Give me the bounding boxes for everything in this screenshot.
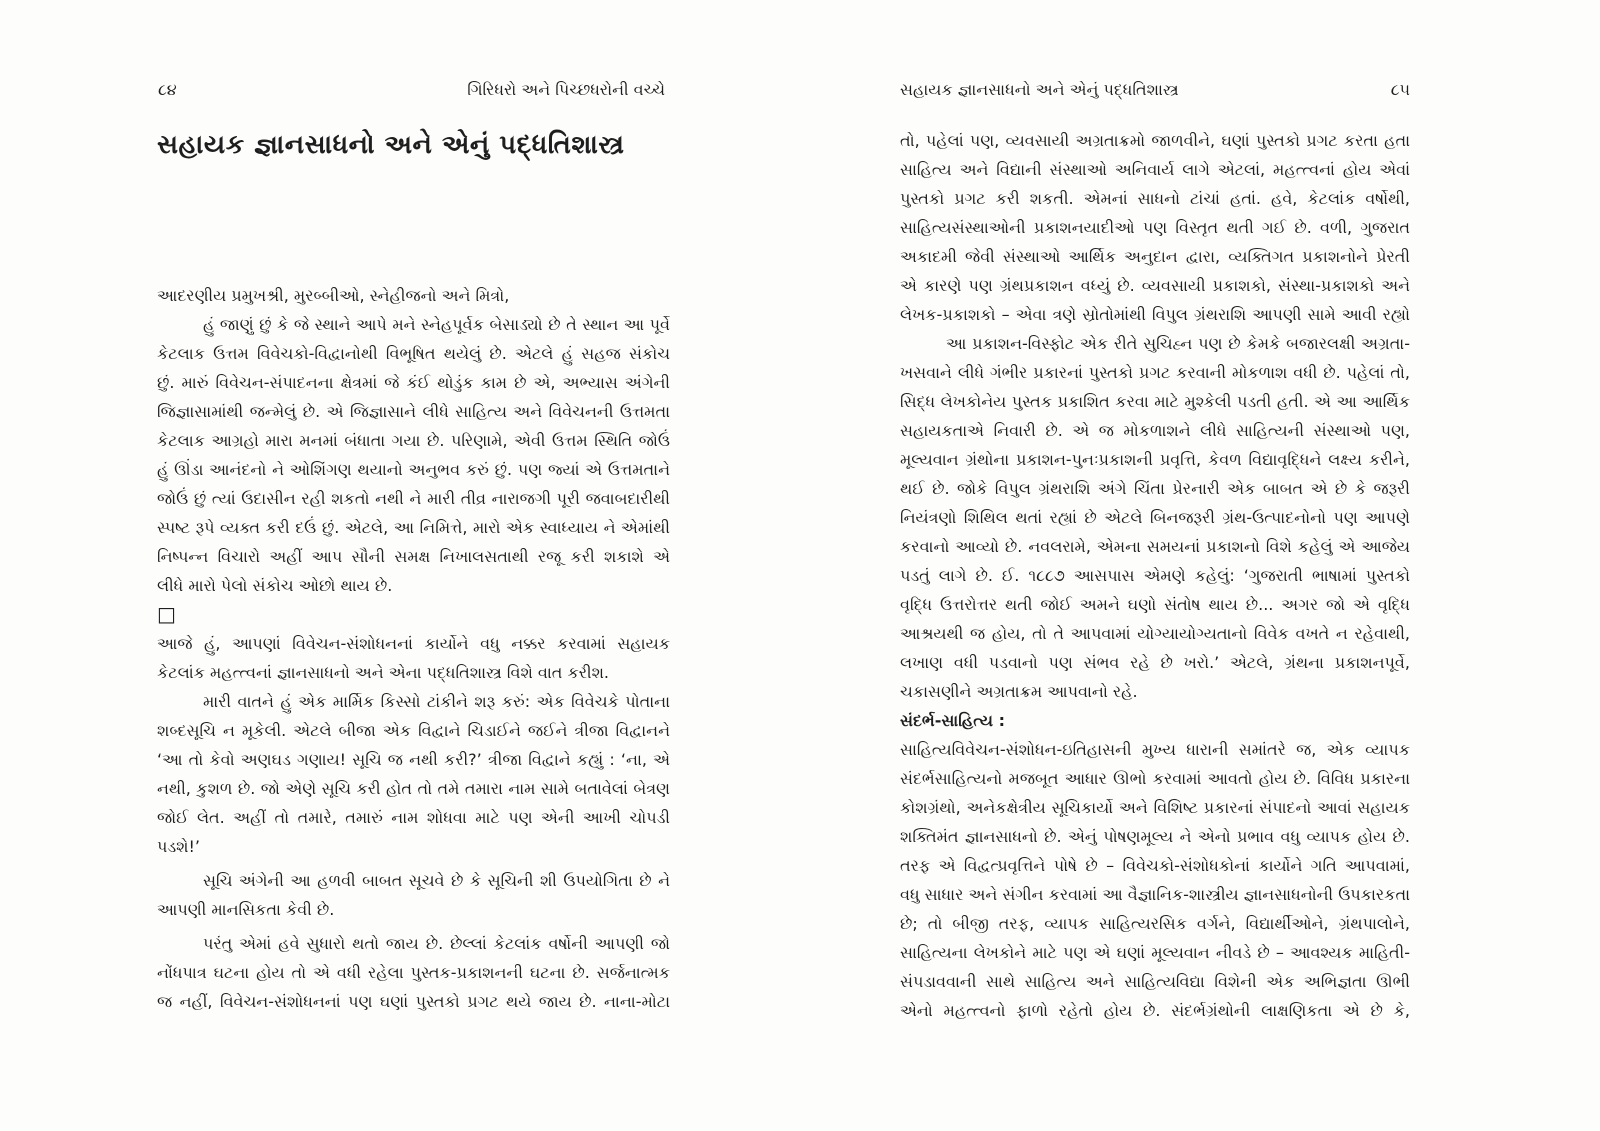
body-line: હું ઊંડા આનંદનો ને ઓશિંગણ થયાનો અનુભવ કરું છું. પણ જ્યાં એ ઉત્તમતાને bbox=[157, 460, 670, 479]
body-line: લેખક-પ્રકાશકો – એવા ત્રણે સ્રોતોમાંથી વિપુલ ગ્રંથરાશિ આપણી સામે આવી રહ્યો bbox=[900, 305, 1410, 324]
section-subheading: સંદર્ભ-સાહિત્ય : bbox=[900, 711, 1005, 730]
body-line: છે; તો બીજી તરફ, વ્યાપક સાહિત્યરસિક વર્ગને, વિદ્યાર્થીઓને, ગ્રંથપાલોને, bbox=[900, 914, 1410, 933]
body-line: આ પ્રકાશન-વિસ્ફોટ એક રીતે સુચિહ્ન પણ છે કેમકે બજારલક્ષી અગ્રતા- bbox=[946, 334, 1410, 353]
body-line: જ નહીં, વિવેચન-સંશોધનનાં પણ ઘણાં પુસ્તકો પ્રગટ થયે જાય છે. નાના-મોટા bbox=[157, 992, 670, 1011]
running-head: ગિરિધરો અને પિચ્છધરોની વચ્ચે bbox=[467, 80, 665, 99]
body-line: કેટલાક ઉત્તમ વિવેચકો-વિદ્વાનોથી વિભૂષિત થયેલું છે. એટલે હું સહજ સંકોચ bbox=[157, 344, 670, 363]
body-line: પુસ્તકો પ્રગટ કરી શકતી. એમનાં સાધનો ટાંચાં હતાં. હવે, કેટલાંક વર્ષોથી, bbox=[900, 189, 1410, 208]
body-line: નિયંત્રણો શિથિલ થતાં રહ્યાં છે એટલે બિનજરૂરી ગ્રંથ-ઉત્પાદનોનો પણ આપણે bbox=[900, 508, 1410, 527]
body-line: વૃદ્ધિ ઉત્તરોત્તર થતી જોઈ અમને ઘણો સંતોષ થાય છે... અગર જો એ વૃદ્ધિ bbox=[900, 595, 1410, 614]
salutation-line: આદરણીય પ્રમુખશ્રી, મુરબ્બીઓ, સ્નેહીજનો અને મિત્રો, bbox=[157, 286, 510, 305]
body-line: પરંતુ એમાં હવે સુધારો થતો જાય છે. છેલ્લાં કેટલાંક વર્ષોની આપણી જો bbox=[203, 934, 670, 953]
body-line: સાહિત્યવિવેચન-સંશોધન-ઇતિહાસની મુખ્ય ધારાની સમાંતરે જ, એક વ્યાપક bbox=[900, 740, 1410, 759]
body-line: પડતું લાગે છે. ઈ. ૧૮૮૭ આસપાસ એમણે કહેલું: ‘ગુજરાતી ભાષામાં પુસ્તકો bbox=[900, 566, 1410, 585]
body-line: સાહિત્ય અને વિદ્યાની સંસ્થાઓ અનિવાર્ય લાગે એટલાં, મહત્ત્વનાં હોય એવાં bbox=[900, 160, 1410, 179]
body-line: સૂચિ અંગેની આ હળવી બાબત સૂચવે છે કે સૂચિની શી ઉપયોગિતા છે ને bbox=[203, 871, 670, 890]
right-page bbox=[800, 0, 1600, 1131]
body-line: તરફ એ વિદ્વત્પ્રવૃત્તિને પોષે છે – વિવેચકો-સંશોધકોનાં કાર્યોને ગતિ આપવામાં, bbox=[900, 856, 1410, 875]
body-line: લીધે મારો પેલો સંકોચ ઓછો થાય છે. bbox=[157, 576, 393, 595]
body-line: એ કારણે પણ ગ્રંથપ્રકાશન વધ્યું છે. વ્યવસાયી પ્રકાશકો, સંસ્થા-પ્રકાશકો અને bbox=[900, 276, 1410, 295]
body-line: એનો મહત્ત્વનો ફાળો રહેતો હોય છે. સંદર્ભગ્રંથોની લાક્ષણિકતા એ છે કે, bbox=[900, 1001, 1410, 1020]
body-line: કેટલાંક મહત્ત્વનાં જ્ઞાનસાધનો અને એના પદ્ધતિશાસ્ત્ર વિશે વાત કરીશ. bbox=[157, 663, 610, 682]
body-line: આજે હું, આપણાં વિવેચન-સંશોધનનાં કાર્યોને વધુ નક્કર કરવામાં સહાયક bbox=[157, 634, 670, 653]
body-line: નિષ્પન્ન વિચારો અહીં આપ સૌની સમક્ષ નિખાલસતાથી રજૂ કરી શકાશે એ bbox=[157, 547, 670, 566]
page-number: ૮૪ bbox=[158, 80, 177, 99]
body-line: કેટલાક આગ્રહો મારા મનમાં બંધાતા ગયા છે. પરિણામે, એવી ઉત્તમ સ્થિતિ જોઉં bbox=[157, 431, 670, 450]
body-line: મારી વાતને હું એક માર્મિક કિસ્સો ટાંકીને શરૂ કરું: એક વિવેચકે પોતાના bbox=[203, 692, 670, 711]
body-line: શબ્દસૂચિ ન મૂકેલી. એટલે બીજા એક વિદ્વાને ચિડાઈને જઈને ત્રીજા વિદ્વાનને bbox=[157, 721, 670, 740]
running-head: સહાયક જ્ઞાનસાધનો અને એનું પદ્ધતિશાસ્ત્ર bbox=[900, 80, 1179, 99]
body-line: સાહિત્યસંસ્થાઓની પ્રકાશનયાદીઓ પણ વિસ્તૃત થતી ગઈ છે. વળી, ગુજરાત bbox=[900, 218, 1410, 237]
body-line: આશ્રયથી જ હોય, તો તે આપવામાં યોગ્યાયોગ્યતાનો વિવેક વખતે ન રહેવાથી, bbox=[900, 624, 1410, 643]
body-line: કોશગ્રંથો, અનેકક્ષેત્રીય સૂચિકાર્યો અને વિશિષ્ટ પ્રકારનાં સંપાદનો આવાં સહાયક bbox=[900, 798, 1410, 817]
body-line: સહાયકતાએ નિવારી છે. એ જ મોકળાશને લીધે સાહિત્યની સંસ્થાઓ પણ, bbox=[900, 421, 1410, 440]
body-line: આપણી માનસિકતા કેવી છે. bbox=[157, 900, 335, 919]
body-line: હું જાણું છું કે જે સ્થાને આપે મને સ્નેહપૂર્વક બેસાડ્યો છે તે સ્થાન આ પૂર્વે bbox=[203, 315, 670, 334]
body-line: સાહિત્યના લેખકોને માટે પણ એ ઘણાં મૂલ્યવાન નીવડે છે – આવશ્યક માહિતી- bbox=[900, 943, 1410, 962]
page-number: ૮૫ bbox=[1390, 80, 1410, 99]
left-page-body bbox=[157, 281, 670, 1016]
body-line: જોઉં છું ત્યાં ઉદાસીન રહી શકતો નથી ને મારી તીવ્ર નારાજગી પૂરી જવાબદારીથી bbox=[157, 489, 670, 508]
body-line: જોઈ લેત. અહીં તો તમારે, તમારું નામ શોધવા માટે પણ એની આખી ચોપડી bbox=[157, 808, 670, 827]
body-line: સ્પષ્ટ રૂપે વ્યક્ત કરી દઉં છું. એટલે, આ નિમિત્તે, મારો એક સ્વાધ્યાય ને એમાંથી bbox=[157, 518, 670, 537]
body-line: ખસવાને લીધે ગંભીર પ્રકારનાં પુસ્તકો પ્રગટ કરવાની મોકળાશ વધી છે. પહેલાં તો, bbox=[900, 363, 1410, 382]
body-line: નોંધપાત્ર ઘટના હોય તો એ વધી રહેલા પુસ્તક-પ્રકાશનની ઘટના છે. સર્જનાત્મક bbox=[157, 963, 670, 982]
body-line: પડશે!’ bbox=[157, 837, 201, 856]
chapter-title: સહાયક જ્ઞાનસાધનો અને એનું પદ્ધતિશાસ્ત્ર bbox=[157, 130, 625, 160]
body-line: સંપડાવવાની સાથે સાહિત્ય અને સાહિત્યવિદ્યા વિશેની એક અભિજ્ઞતા ઊભી bbox=[900, 972, 1410, 991]
body-line: કરવાનો આવ્યો છે. નવલરામે, એમના સમયનાં પ્રકાશનો વિશે કહેલું એ આજેય bbox=[900, 537, 1410, 556]
body-line: જિજ્ઞાસામાંથી જન્મેલું છે. એ જિજ્ઞાસાને લીધે સાહિત્ય અને વિવેચનની ઉત્તમતા bbox=[157, 402, 670, 421]
body-line: થઈ છે. જોકે વિપુલ ગ્રંથરાશિ અંગે ચિંતા પ્રેરનારી એક બાબત એ છે કે જરૂરી bbox=[900, 479, 1410, 498]
body-line: ચકાસણીને અગ્રતાક્રમ આપવાનો રહે. bbox=[900, 682, 1138, 701]
body-line: સંદર્ભસાહિત્યનો મજબૂત આધાર ઊભો કરવામાં આવતો હોય છે. વિવિધ પ્રકારના bbox=[900, 769, 1410, 788]
body-line: શક્તિમંત જ્ઞાનસાધનો છે. એનું પોષણમૂલ્ય ને એનો પ્રભાવ વધુ વ્યાપક હોય છે. bbox=[900, 827, 1410, 846]
body-line: ‘આ તો કેવો અણઘડ ગણાય! સૂચિ જ નથી કરી?’ ત્રીજા વિદ્વાને કહ્યું : ‘ના, એ bbox=[157, 750, 670, 769]
body-line: સિદ્ધ લેખકોનેય પુસ્તક પ્રકાશિત કરવા માટે મુશ્કેલી પડતી હતી. એ આ આર્થિક bbox=[900, 392, 1410, 411]
body-line: તો, પહેલાં પણ, વ્યવસાયી અગ્રતાક્રમો જાળવીને, ઘણાં પુસ્તકો પ્રગટ કરતા હતા bbox=[900, 131, 1410, 150]
body-line: લખાણ વધી પડવાનો પણ સંભવ રહે છે ખરો.’ એટલે, ગ્રંથના પ્રકાશનપૂર્વે, bbox=[900, 653, 1410, 672]
body-line: વધુ સાધાર અને સંગીન કરવામાં આ વૈજ્ઞાનિક-શાસ્ત્રીય જ્ઞાનસાધનોની ઉપકારકતા bbox=[900, 885, 1410, 904]
right-page-body bbox=[900, 126, 1410, 1025]
body-line: મૂલ્યવાન ગ્રંથોના પ્રકાશન-પુનઃપ્રકાશની પ્રવૃત્તિ, કેવળ વિદ્યાવૃદ્ધિને લક્ષ્ય કરીને, bbox=[900, 450, 1410, 469]
body-line: નથી, કુશળ છે. જો એણે સૂચિ કરી હોત તો તમે તમારા નામ સામે બતાવેલાં બેત્રણ bbox=[157, 779, 670, 798]
body-line: છું. મારું વિવેચન-સંપાદનના ક્ષેત્રમાં જે કંઈ થોડુંક કામ છે એ, અભ્યાસ અંગેની bbox=[157, 373, 670, 392]
body-line: અકાદમી જેવી સંસ્થાઓ આર્થિક અનુદાન દ્વારા, વ્યક્તિગત પ્રકાશનોને પ્રેરતી bbox=[900, 247, 1410, 266]
section-break-mark: □ bbox=[157, 602, 176, 626]
